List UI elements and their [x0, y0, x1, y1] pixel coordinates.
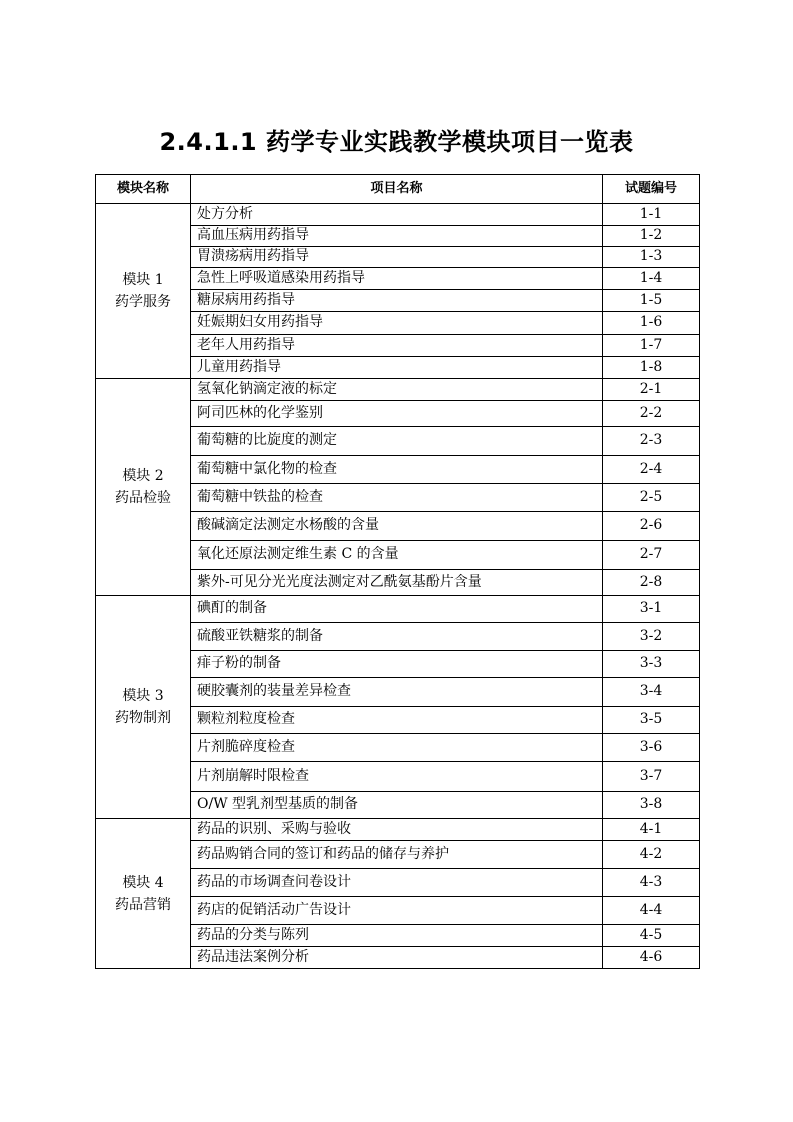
- question-code-cell: 3-4: [603, 678, 700, 707]
- header-question-code: 试题编号: [603, 175, 700, 204]
- question-code-cell: 3-2: [603, 623, 700, 651]
- question-code-cell: 4-2: [603, 841, 700, 869]
- question-code-cell: 2-1: [603, 379, 700, 401]
- question-code-cell: 3-8: [603, 792, 700, 819]
- question-code-cell: 1-1: [603, 204, 700, 226]
- question-code-cell: 2-6: [603, 512, 700, 541]
- table-row: [96, 596, 700, 623]
- project-name-cell: O/W 型乳剂型基质的制备: [191, 792, 603, 819]
- project-name-cell: 紫外-可见分光光度法测定对乙酰氨基酚片含量: [191, 570, 603, 596]
- question-code-cell: 4-3: [603, 869, 700, 897]
- project-name-cell: 胃溃疡病用药指导: [191, 247, 603, 268]
- question-code-cell: 3-5: [603, 707, 700, 734]
- module-project-table: [95, 174, 700, 969]
- project-name-cell: 处方分析: [191, 204, 603, 226]
- table-body: [96, 204, 700, 969]
- module-cell: [96, 379, 191, 596]
- project-name-cell: 药品违法案例分析: [191, 947, 603, 969]
- project-name-cell: 药品的市场调查问卷设计: [191, 869, 603, 897]
- module-cell: [96, 596, 191, 819]
- project-name-cell: 儿童用药指导: [191, 357, 603, 379]
- question-code-cell: 2-5: [603, 484, 700, 512]
- question-code-cell: 3-3: [603, 651, 700, 678]
- module-number: 模块 1: [122, 272, 164, 288]
- table-row: [96, 379, 700, 401]
- project-name-cell: 妊娠期妇女用药指导: [191, 312, 603, 335]
- module-title: 药品营销: [115, 896, 171, 913]
- project-name-cell: 颗粒剂粒度检查: [191, 707, 603, 734]
- module-cell: [96, 204, 191, 379]
- project-name-cell: 糖尿病用药指导: [191, 290, 603, 312]
- page-title: 2.4.1.1 药学专业实践教学模块项目一览表: [159, 128, 634, 156]
- question-code-cell: 3-6: [603, 734, 700, 762]
- project-name-cell: 高血压病用药指导: [191, 226, 603, 247]
- project-name-cell: 片剂脆碎度检查: [191, 734, 603, 762]
- question-code-cell: 1-8: [603, 357, 700, 379]
- project-name-cell: 老年人用药指导: [191, 335, 603, 357]
- project-name-cell: 痱子粉的制备: [191, 651, 603, 678]
- question-code-cell: 1-4: [603, 268, 700, 290]
- question-code-cell: 4-1: [603, 819, 700, 841]
- question-code-cell: 2-7: [603, 541, 700, 570]
- project-name-cell: 硬胶囊剂的装量差异检查: [191, 678, 603, 707]
- question-code-cell: 2-8: [603, 570, 700, 596]
- question-code-cell: 1-3: [603, 247, 700, 268]
- module-number: 模块 2: [122, 468, 164, 484]
- project-name-cell: 葡萄糖的比旋度的测定: [191, 427, 603, 456]
- question-code-cell: 2-2: [603, 401, 700, 427]
- header-project-name: 项目名称: [191, 175, 603, 204]
- question-code-cell: 3-1: [603, 596, 700, 623]
- header-module-name: 模块名称: [96, 175, 191, 204]
- question-code-cell: 4-5: [603, 925, 700, 947]
- table-header-row: [96, 175, 700, 204]
- module-cell: [96, 819, 191, 969]
- module-title: 药品检验: [115, 490, 171, 506]
- question-code-cell: 1-6: [603, 312, 700, 335]
- question-code-cell: 3-7: [603, 762, 700, 792]
- project-name-cell: 急性上呼吸道感染用药指导: [191, 268, 603, 290]
- question-code-cell: 4-6: [603, 947, 700, 969]
- question-code-cell: 1-5: [603, 290, 700, 312]
- module-title: 药学服务: [115, 294, 171, 310]
- project-name-cell: 硫酸亚铁糖浆的制备: [191, 623, 603, 651]
- project-name-cell: 碘酊的制备: [191, 596, 603, 623]
- module-number: 模块 3: [122, 688, 164, 704]
- project-name-cell: 药品的识别、采购与验收: [191, 819, 603, 841]
- question-code-cell: 1-2: [603, 226, 700, 247]
- module-number: 模块 4: [122, 874, 164, 891]
- project-name-cell: 酸碱滴定法测定水杨酸的含量: [191, 512, 603, 541]
- project-name-cell: 氢氧化钠滴定液的标定: [191, 379, 603, 401]
- project-name-cell: 药品购销合同的签订和药品的储存与养护: [191, 841, 603, 869]
- table-row: [96, 819, 700, 841]
- question-code-cell: 1-7: [603, 335, 700, 357]
- project-name-cell: 阿司匹林的化学鉴别: [191, 401, 603, 427]
- question-code-cell: 2-4: [603, 456, 700, 484]
- project-name-cell: 药品的分类与陈列: [191, 925, 603, 947]
- question-code-cell: 4-4: [603, 897, 700, 925]
- project-name-cell: 葡萄糖中铁盐的检查: [191, 484, 603, 512]
- project-name-cell: 片剂崩解时限检查: [191, 762, 603, 792]
- project-name-cell: 药店的促销活动广告设计: [191, 897, 603, 925]
- question-code-cell: 2-3: [603, 427, 700, 456]
- project-name-cell: 葡萄糖中氯化物的检查: [191, 456, 603, 484]
- project-name-cell: 氧化还原法测定维生素 C 的含量: [191, 541, 603, 570]
- module-title: 药物制剂: [115, 710, 171, 726]
- table-row: [96, 204, 700, 226]
